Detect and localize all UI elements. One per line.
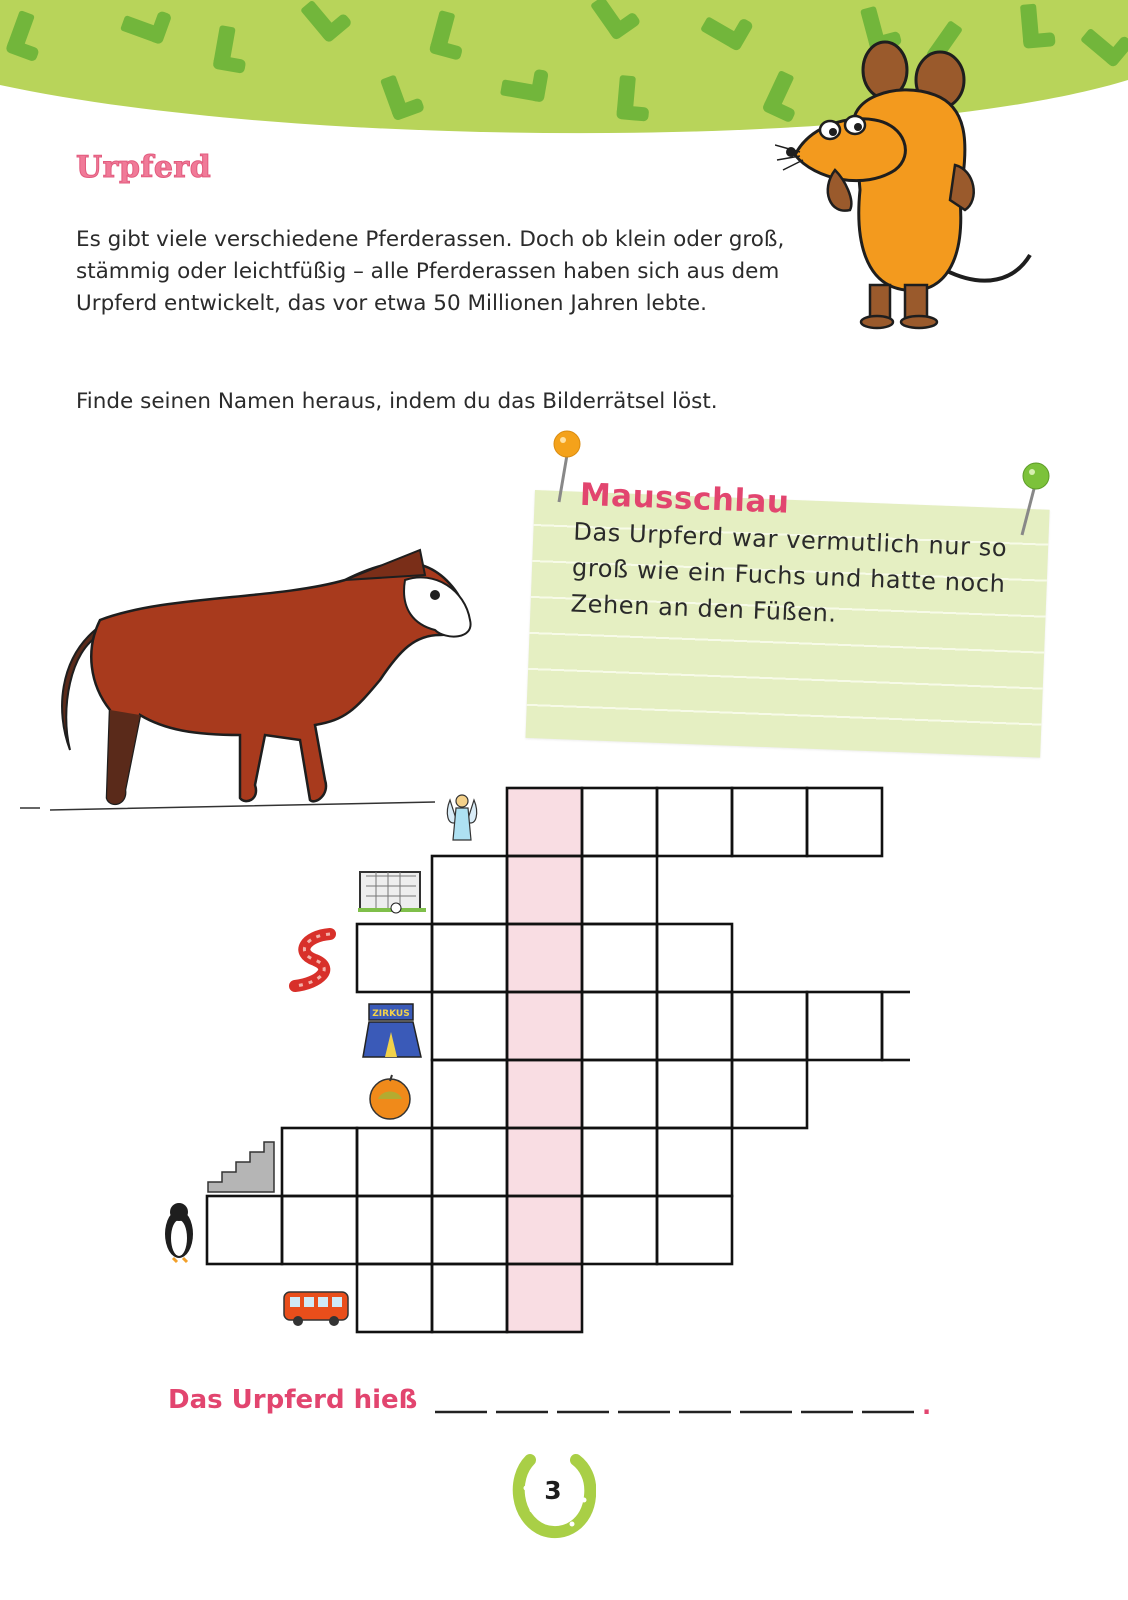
crossword-cell[interactable] (657, 1196, 732, 1264)
crossword-cell[interactable] (432, 856, 507, 924)
answer-blanks[interactable] (430, 1398, 940, 1418)
page-number: 3 (544, 1476, 562, 1505)
page-title: Urpferd (76, 150, 212, 185)
bus-icon (284, 1292, 348, 1326)
crossword-cell[interactable] (432, 1196, 507, 1264)
crossword-cell[interactable] (432, 992, 507, 1060)
crossword-cell[interactable] (657, 1128, 732, 1196)
stairs-icon (208, 1142, 274, 1192)
crossword-cell[interactable] (657, 1060, 732, 1128)
crossword-cell[interactable] (282, 1196, 357, 1264)
circus-tent-icon (363, 1004, 421, 1057)
crossword-cell[interactable] (357, 924, 432, 992)
crossword-cell[interactable] (432, 1128, 507, 1196)
apple-icon (370, 1075, 410, 1119)
note-paper (525, 476, 1049, 758)
tip-note (515, 430, 1075, 770)
crossword-cell[interactable] (432, 1060, 507, 1128)
crossword-cell[interactable] (582, 788, 657, 856)
crossword-cell[interactable] (582, 856, 657, 924)
crossword-cell[interactable] (657, 924, 732, 992)
crossword-cell[interactable] (807, 992, 882, 1060)
scarf-icon (295, 934, 330, 986)
crossword-cell[interactable] (582, 1196, 657, 1264)
crossword-cell[interactable] (582, 992, 657, 1060)
crossword-cell[interactable] (657, 992, 732, 1060)
crossword-cell[interactable] (882, 992, 910, 1060)
soccer-goal-icon (358, 872, 426, 913)
green-pin-icon (1010, 460, 1060, 540)
note-title: Mausschlau (579, 476, 791, 521)
crossword-cell[interactable] (807, 788, 882, 856)
crossword-cell[interactable] (732, 1060, 807, 1128)
crossword-cell[interactable] (582, 1128, 657, 1196)
mouse-character (775, 40, 1055, 340)
crossword-cell[interactable] (582, 1060, 657, 1128)
crossword-cell[interactable] (357, 1264, 432, 1332)
crossword-cell[interactable] (732, 992, 807, 1060)
crossword-cell[interactable] (357, 1196, 432, 1264)
crossword-cell[interactable] (432, 924, 507, 992)
task-instruction: Finde seinen Namen heraus, indem du das Bilderrätsel löst. (76, 389, 718, 414)
angel-icon (447, 795, 476, 840)
crossword-cell[interactable] (357, 1128, 432, 1196)
crossword-cell[interactable] (282, 1128, 357, 1196)
crossword-cell[interactable] (207, 1196, 282, 1264)
penguin-icon (165, 1203, 193, 1262)
intro-paragraph: Es gibt viele verschiedene Pferderassen. Doch ob klein oder groß, stämmig oder leichtfüßig – alle Pferderassen haben sich aus dem Urpferd entwickelt, das vor etwa 50 Millionen Jahren lebte. (76, 227, 785, 316)
answer-label: Das Urpferd hieß (168, 1385, 418, 1415)
note-text: Das Urpferd war vermutlich nur so groß wie ein Fuchs und hatte noch Zehen an den Füßen. (570, 517, 1008, 628)
orange-pin-icon (545, 430, 595, 510)
crossword-cell[interactable] (582, 924, 657, 992)
crossword-cell[interactable] (732, 788, 807, 856)
zirkus-sign: ZIRKUS (372, 1009, 410, 1019)
crossword-cell[interactable] (432, 1264, 507, 1332)
answer-period: . (922, 1392, 932, 1420)
page-number-badge (510, 1448, 596, 1540)
crossword-cell[interactable] (657, 788, 732, 856)
crossword-grid (150, 780, 910, 1350)
